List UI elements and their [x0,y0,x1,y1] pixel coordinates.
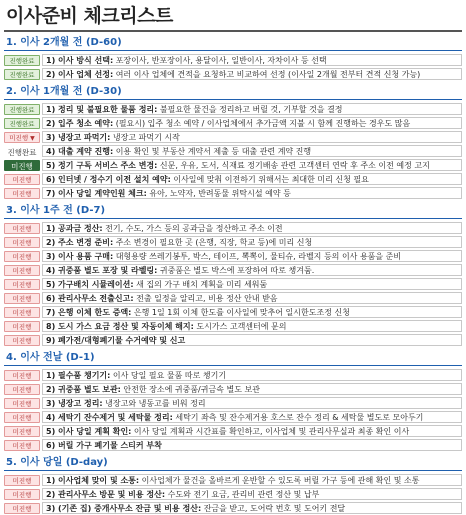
checklist-item [42,250,462,262]
checklist-item [42,474,462,486]
status-select[interactable] [4,398,40,409]
status-label: 미진행 [12,252,32,261]
checklist-row [4,130,462,144]
status-select[interactable] [4,146,40,157]
item-description: 안전한 장소에 귀중품/귀금속 별도 보관 [120,385,260,394]
checklist-row [4,116,462,130]
checklist-row [4,473,462,487]
status-select[interactable] [4,335,40,346]
checklist-item [42,264,462,276]
item-description: 도시가스 고객센터에 문의 [193,322,287,331]
item-description: 포장이사, 반포장이사, 용달이사, 일반이사, 자차이사 등 선택 [113,56,327,65]
checklist-item [42,173,462,185]
status-label: 미진행 [12,476,32,485]
sections-container [0,36,466,515]
checklist-item [42,306,462,318]
status-label: 미진행 [12,441,32,450]
chevron-down-icon: ▼ [30,134,35,142]
item-description: 이용 확인 및 부동산 계약서 제출 등 대출 관련 계약 진행 [113,147,312,156]
checklist-row [4,172,462,186]
section-heading: 1. 이사 2개월 전 (D-60) [6,37,122,48]
item-title: 1) 이사 방식 선택: [46,56,114,65]
section-heading: 5. 이사 당일 (D-day) [6,457,108,468]
status-label: 진행완료 [9,105,35,114]
item-title: 3) 냉장고 파먹기: [46,133,111,142]
checklist-row [4,158,462,172]
item-description: (필요시) 입주 청소 예약 / 이사업체에서 추가금액 지불 시 함께 진행하는 경우도 많음 [113,119,411,128]
item-description: 이사업체가 물건을 올바르게 운반할 수 있도록 버릴 가구 등에 관해 확인 및 소통 [139,476,420,485]
status-select[interactable] [4,440,40,451]
status-label: 진행완료 [7,147,37,157]
checklist-row [4,235,462,249]
item-description: 불필요한 물건을 정리하고 버릴 것, 기부할 것을 결정 [157,105,343,114]
section [4,36,462,81]
item-title: 6) 관리사무소 전출신고: [46,294,134,303]
status-label: 미진행 [12,308,32,317]
item-description: 귀중품은 별도 박스에 포장하여 따로 챙겨둠. [157,266,315,275]
item-title: 2) 관리사무소 방문 및 비용 정산: [46,490,166,499]
item-description: 신문, 우유, 도서, 식재료 정기배송 관련 고객센터 연락 후 주소 이전 예정 고지 [157,161,430,170]
checklist-row [4,144,462,158]
status-label: 미진행 [12,371,32,380]
checklist-row [4,291,462,305]
section-divider [4,50,462,51]
section-divider [4,470,462,471]
checklist-item [42,159,462,171]
status-select[interactable] [4,69,40,80]
status-label: 미진행 [9,133,29,142]
status-select[interactable] [4,412,40,423]
status-select[interactable] [4,104,40,115]
status-label: 미진행 [12,238,32,247]
checklist-item [42,103,462,115]
status-label: 진행완료 [9,56,35,65]
checklist-row [4,319,462,333]
status-label: 진행완료 [9,70,35,79]
item-title: 4) 세탁기 잔수제거 및 세탁물 정리: [46,413,173,422]
status-select[interactable] [4,223,40,234]
status-label: 미진행 [12,336,32,345]
checklist-row [4,368,462,382]
status-label: 미진행 [12,189,32,198]
status-select[interactable] [4,384,40,395]
status-select[interactable] [4,251,40,262]
status-select[interactable] [4,426,40,437]
status-select[interactable] [4,265,40,276]
item-description: 이사일에 맞춰 이전하기 위해서는 최대한 미리 신청 필요 [170,175,369,184]
checklist-item [42,187,462,199]
status-select[interactable] [4,475,40,486]
status-label: 미진행 [12,427,32,436]
item-description: 냉장고 파먹기 시작 [110,133,180,142]
item-description: 은행 1일 1회 이체 한도를 이사일에 맞추어 일시한도조정 신청 [131,308,350,317]
item-title: 3) 냉장고 정리: [46,399,103,408]
checklist-row [4,249,462,263]
item-title: 6) 버릴 가구 폐기물 스티커 부착 [46,441,162,450]
item-description: 전기, 수도, 가스 등의 공과금을 정산하고 주소 이전 [102,224,283,233]
checklist-row [4,438,462,452]
checklist-item [42,488,462,500]
checklist-item [42,54,462,66]
status-select[interactable] [4,132,40,143]
section-heading: 3. 이사 1주 전 (D-7) [6,205,106,216]
status-select[interactable] [4,307,40,318]
checklist-row [4,102,462,116]
status-label: 미진행 [12,413,32,422]
checklist-item [42,411,462,423]
item-title: 3) (기존 집) 중개사무소 잔금 및 비용 정산: [46,504,202,513]
status-label: 미진행 [12,294,32,303]
status-label: 미진행 [12,490,32,499]
item-description: 새 집의 가구 배치 계획을 미리 세워둠 [133,280,268,289]
item-title: 7) 은행 이체 한도 증액: [46,308,132,317]
item-title: 5) 정기 구독 서비스 주소 변경: [46,161,158,170]
status-label: 미진행 [12,224,32,233]
section [4,85,462,200]
item-description: 이사 당일 계획과 시간표를 확인하고, 이사업체 및 관리사무실과 최종 확인 이사 [131,427,410,436]
checklist-item [42,334,462,346]
item-title: 1) 이사업체 맞이 및 소통: [46,476,140,485]
checklist-row [4,382,462,396]
checklist-item [42,425,462,437]
status-select[interactable] [4,370,40,381]
item-title: 1) 정리 및 불필요한 물품 정리: [46,105,158,114]
item-description: 잔금을 받고, 도어락 번호 및 도어키 전달 [201,504,346,513]
checklist-item [42,397,462,409]
checklist-item [42,131,462,143]
item-title: 2) 입주 청소 예약: [46,119,114,128]
status-select[interactable] [4,321,40,332]
section [4,456,462,515]
item-title: 2) 이사 업체 선정: [46,70,114,79]
checklist-item [42,278,462,290]
status-label: 미진행 [12,175,32,184]
checklist-item [42,222,462,234]
checklist-item [42,502,462,514]
item-title: 1) 공과금 정산: [46,224,103,233]
item-description: 여러 이사 업체에 견적을 요청하고 비교하여 선정 (이사일 2개월 전부터 견적 신청 가능) [113,70,421,79]
item-title: 9) 폐가전/대형폐기물 수거예약 및 신고 [46,336,186,345]
status-label: 미진행 [12,385,32,394]
section-heading: 2. 이사 1개월 전 (D-30) [6,86,122,97]
item-title: 5) 가구배치 시뮬레이션: [46,280,134,289]
item-title: 2) 주소 변경 준비: [46,238,114,247]
checklist-row [4,263,462,277]
checklist-row [4,424,462,438]
item-description: 유아, 노약자, 반려동물 위탁시설 예약 등 [146,189,291,198]
item-description: 대형용량 쓰레기봉투, 박스, 테이프, 뽁뽁이, 물티슈, 라벨지 등의 이사 용품을 준비 [113,252,402,261]
status-select[interactable] [4,174,40,185]
item-title: 1) 필수품 챙기기: [46,371,111,380]
status-label: 미진행 [11,161,33,171]
checklist-item [42,369,462,381]
checklist-item [42,292,462,304]
status-select[interactable] [4,279,40,290]
item-title: 7) 이사 당일 계약인원 체크: [46,189,147,198]
status-select[interactable] [4,237,40,248]
section [4,351,462,452]
checklist-item [42,117,462,129]
item-description: 주소 변경이 필요한 곳 (은행, 직장, 학교 등)에 미리 신청 [113,238,313,247]
checklist-row [4,277,462,291]
checklist-row [4,186,462,200]
item-title: 8) 도시 가스 요금 정산 및 자동이체 해지: [46,322,194,331]
status-label: 미진행 [12,280,32,289]
checklist-item [42,383,462,395]
checklist-row [4,410,462,424]
section-divider [4,365,462,366]
item-title: 4) 귀중품 별도 포장 및 라벨링: [46,266,158,275]
checklist-item [42,236,462,248]
checklist-row [4,221,462,235]
status-label: 진행완료 [9,119,35,128]
checklist-row [4,67,462,81]
status-select[interactable] [4,188,40,199]
status-label: 미진행 [12,322,32,331]
checklist-item [42,68,462,80]
item-title: 2) 귀중품 별도 보관: [46,385,121,394]
item-description: 이사 당일 필요 물품 따로 챙기기 [110,371,227,380]
item-title: 4) 대출 계약 진행: [46,147,114,156]
section-divider [4,99,462,100]
status-select[interactable] [4,489,40,500]
checklist-row [4,396,462,410]
item-title: 3) 이사 용품 구매: [46,252,114,261]
section-divider [4,218,462,219]
section [4,204,462,347]
checklist-row [4,333,462,347]
checklist-item [42,145,462,157]
status-select[interactable] [4,293,40,304]
status-label: 미진행 [12,266,32,275]
status-label: 미진행 [12,399,32,408]
status-select[interactable] [4,118,40,129]
checklist-row [4,305,462,319]
checklist-row [4,487,462,501]
item-description: 냉장고와 냉동고를 비워 정리 [102,399,206,408]
item-description: 세탁기 좌측 및 잔수제거용 호스로 잔수 정리 & 세탁물 별도로 모아두기 [172,413,424,422]
checklist-item [42,320,462,332]
checklist-row [4,501,462,515]
status-select[interactable] [4,160,40,171]
status-select[interactable] [4,503,40,514]
section-heading: 4. 이사 전날 (D-1) [6,352,95,363]
item-description: 전출 일정을 알리고, 비용 정산 안내 받음 [133,294,278,303]
status-label: 미진행 [12,504,32,513]
title-divider [4,30,462,32]
checklist-row [4,53,462,67]
item-description: 수도와 전기 요금, 관리비 관련 정산 및 납부 [165,490,320,499]
item-title: 6) 인터넷 / 정수기 이전 설치 예약: [46,175,171,184]
page-title: 이사준비 체크리스트 [6,5,173,27]
checklist-item [42,439,462,451]
status-select[interactable] [4,55,40,66]
item-title: 5) 이사 당일 계획 확인: [46,427,132,436]
